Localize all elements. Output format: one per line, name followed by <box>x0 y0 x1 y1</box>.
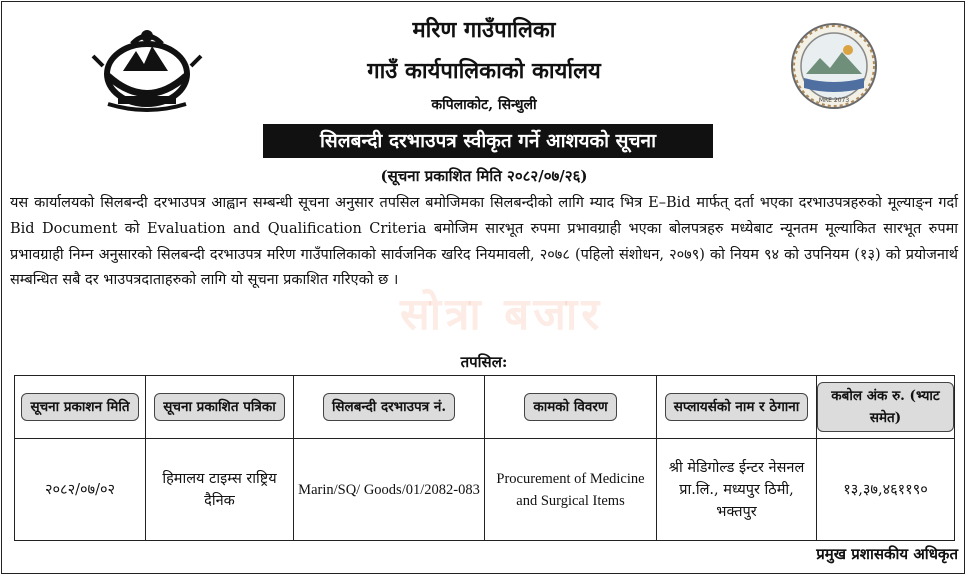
table-cell-amount: १३,३७,४६११९० <box>817 439 955 541</box>
schedule-label: तपसिल: <box>460 353 508 371</box>
table-cell-newspaper: हिमालय टाइम्स राष्ट्रिय दैनिक <box>146 439 294 541</box>
watermark: सोत्रा बजार <box>400 289 604 340</box>
svg-text:MRE 2073: MRE 2073 <box>818 97 850 104</box>
office-address: कपिलाकोट, सिन्धुली <box>431 97 537 113</box>
column-header: सप्लायर्सको नाम र ठेगाना <box>657 376 817 439</box>
column-header: सूचना प्रकाशन मिति <box>15 376 146 439</box>
notice-paragraph: यस कार्यालयको सिलबन्दी दरभाउपत्र आह्वान सम्बन्धी सूचना अनुसार तपसिल बमोजिमका सिलबन्दीको लागि म्याद भित्र E–Bid मार्फत् दर्ता भएका दरभाउपत्रहरुको मूल्याङ्न गर्दा Bid Document को Evaluation and Qualification Criteria बमोजिम सारभूत रुपमा प्रभावग्राही भएका बोलपत्रहरु मध्येबाट न्यूनतम मूल्याकित सारभूत रुपमा प्रभावग्राही निम्न अनुसारको सिलबन्दी दरभाउपत्र मरिण गाउँपालिकाको सार्वजनिक खरिद नियमावली, २०७८ (पहिलो संशोधन, २०७९) को नियम ९४ को उपनियम (१३) को प्रयोजनार्थ सम्बन्धित सबै दर भाउपत्रदाताहरुको लागि यो सूचना प्रकाशित गरिएको छ । <box>10 195 958 289</box>
table-cell-supplier: श्री मेडिगोल्ड ईन्टर नेसनल प्रा.लि., मध्यपुर ठिमी, भक्तपुर <box>657 439 817 541</box>
table-cell-date: २०८२/०७/०२ <box>15 439 146 541</box>
column-header: कामको विवरण <box>485 376 657 439</box>
notice-title-banner: सिलबन्दी दरभाउपत्र स्वीकृत गर्ने आशयको सूचना <box>263 124 713 158</box>
award-table <box>14 375 955 541</box>
table-cell-work-description: Procurement of Medicine and Surgical Items <box>485 439 657 541</box>
table-header-row <box>15 376 955 439</box>
column-header: सिलबन्दी दरभाउपत्र नं. <box>294 376 485 439</box>
column-header: सूचना प्रकाशित पत्रिका <box>146 376 294 439</box>
signatory-title: प्रमुख प्रशासकीय अधिकृत <box>816 545 958 563</box>
table-cell-bid-number: Marin/SQ/ Goods/01/2082-083 <box>294 439 485 541</box>
office-name: गाउँ कार्यपालिकाको कार्यालय <box>367 58 601 84</box>
column-header: कबोल अंक रु. (भ्याट समेत) <box>817 376 955 439</box>
publication-date: (सूचना प्रकाशित मिति २०८२/०७/२६) <box>380 167 588 185</box>
municipality-name: मरिण गाउँपालिका <box>412 17 556 43</box>
table-row <box>15 439 955 541</box>
